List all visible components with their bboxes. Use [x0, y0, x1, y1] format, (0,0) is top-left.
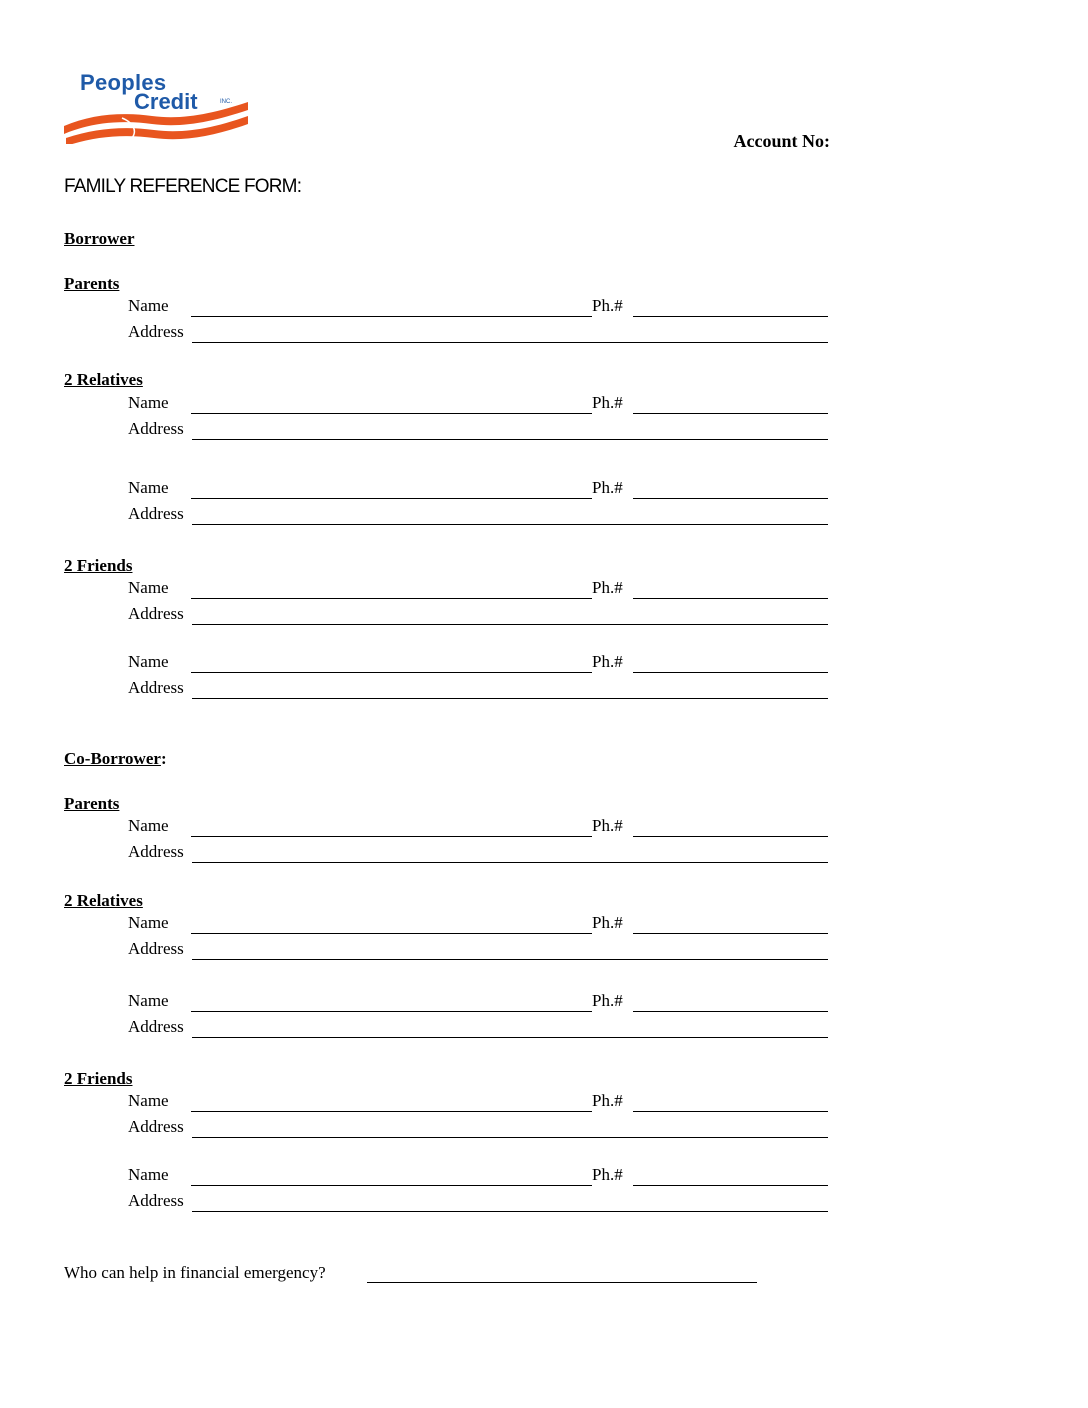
- co-borrower-relative2-phone-field[interactable]: [633, 1011, 828, 1012]
- co-borrower-friend1-name-field[interactable]: [191, 1111, 592, 1112]
- borrower-relative2-address-field[interactable]: [192, 524, 828, 525]
- name-label: Name: [128, 296, 169, 315]
- borrower-relatives-heading: 2 Relatives: [64, 370, 143, 389]
- co-borrower-friends-heading: 2 Friends: [64, 1069, 133, 1088]
- company-logo: [62, 68, 252, 144]
- borrower-friend1-phone-field[interactable]: [633, 598, 828, 599]
- borrower-relative2-phone-field[interactable]: [633, 498, 828, 499]
- name-label: Name: [128, 991, 169, 1010]
- co-borrower-relative2-address-field[interactable]: [192, 1037, 828, 1038]
- phone-label: Ph.#: [592, 816, 623, 835]
- name-label: Name: [128, 816, 169, 835]
- co-borrower-relative1-phone-field[interactable]: [633, 933, 828, 934]
- co-borrower-friend2-name-field[interactable]: [191, 1185, 592, 1186]
- co-borrower-friend2-address-field[interactable]: [192, 1211, 828, 1212]
- phone-label: Ph.#: [592, 991, 623, 1010]
- emergency-question-label: Who can help in financial emergency?: [64, 1263, 326, 1282]
- borrower-relative1-address-field[interactable]: [192, 439, 828, 440]
- form-title: FAMILY REFERENCE FORM:: [64, 176, 302, 197]
- co-borrower-heading-text: Co-Borrower: [64, 749, 161, 768]
- phone-label: Ph.#: [592, 478, 623, 497]
- name-label: Name: [128, 913, 169, 932]
- logo-text-peoples: Peoples: [80, 70, 167, 95]
- co-borrower-parent-address-field[interactable]: [192, 862, 828, 863]
- borrower-friend2-name-field[interactable]: [191, 672, 592, 673]
- address-label: Address: [128, 1017, 184, 1036]
- phone-label: Ph.#: [592, 296, 623, 315]
- account-number-label: Account No:: [733, 131, 830, 151]
- borrower-friend1-address-field[interactable]: [192, 624, 828, 625]
- co-borrower-parent-name-field[interactable]: [191, 836, 592, 837]
- co-borrower-friend1-phone-field[interactable]: [633, 1111, 828, 1112]
- borrower-parent-address-field[interactable]: [192, 342, 828, 343]
- phone-label: Ph.#: [592, 652, 623, 671]
- co-borrower-relative2-name-field[interactable]: [191, 1011, 592, 1012]
- co-borrower-heading: [64, 749, 167, 769]
- name-label: Name: [128, 478, 169, 497]
- borrower-parent-name-field[interactable]: [191, 316, 592, 317]
- name-label: Name: [128, 1091, 169, 1110]
- borrower-friend2-address-field[interactable]: [192, 698, 828, 699]
- borrower-friends-heading: 2 Friends: [64, 556, 133, 575]
- name-label: Name: [128, 578, 169, 597]
- borrower-parent-phone-field[interactable]: [633, 316, 828, 317]
- borrower-relative1-name-field[interactable]: [191, 413, 592, 414]
- co-borrower-parents-heading: Parents: [64, 794, 120, 813]
- address-label: Address: [128, 419, 184, 438]
- logo-text-inc: INC.: [220, 99, 232, 105]
- borrower-relative1-phone-field[interactable]: [633, 413, 828, 414]
- phone-label: Ph.#: [592, 578, 623, 597]
- address-label: Address: [128, 1117, 184, 1136]
- address-label: Address: [128, 504, 184, 523]
- name-label: Name: [128, 652, 169, 671]
- address-label: Address: [128, 1191, 184, 1210]
- borrower-friend2-phone-field[interactable]: [633, 672, 828, 673]
- borrower-parents-heading: Parents: [64, 274, 120, 293]
- name-label: Name: [128, 393, 169, 412]
- co-borrower-relative1-name-field[interactable]: [191, 933, 592, 934]
- co-borrower-friend1-address-field[interactable]: [192, 1137, 828, 1138]
- co-borrower-relative1-address-field[interactable]: [192, 959, 828, 960]
- co-borrower-heading-colon: :: [160, 749, 167, 768]
- borrower-friend1-name-field[interactable]: [191, 598, 592, 599]
- borrower-heading: Borrower: [64, 229, 135, 248]
- co-borrower-relatives-heading: 2 Relatives: [64, 891, 143, 910]
- address-label: Address: [128, 322, 184, 341]
- phone-label: Ph.#: [592, 1091, 623, 1110]
- emergency-contact-field[interactable]: [367, 1282, 757, 1283]
- address-label: Address: [128, 842, 184, 861]
- co-borrower-friend2-phone-field[interactable]: [633, 1185, 828, 1186]
- address-label: Address: [128, 939, 184, 958]
- co-borrower-parent-phone-field[interactable]: [633, 836, 828, 837]
- address-label: Address: [128, 604, 184, 623]
- name-label: Name: [128, 1165, 169, 1184]
- phone-label: Ph.#: [592, 1165, 623, 1184]
- address-label: Address: [128, 678, 184, 697]
- phone-label: Ph.#: [592, 913, 623, 932]
- phone-label: Ph.#: [592, 393, 623, 412]
- logo-text-credit: Credit: [134, 89, 198, 114]
- borrower-relative2-name-field[interactable]: [191, 498, 592, 499]
